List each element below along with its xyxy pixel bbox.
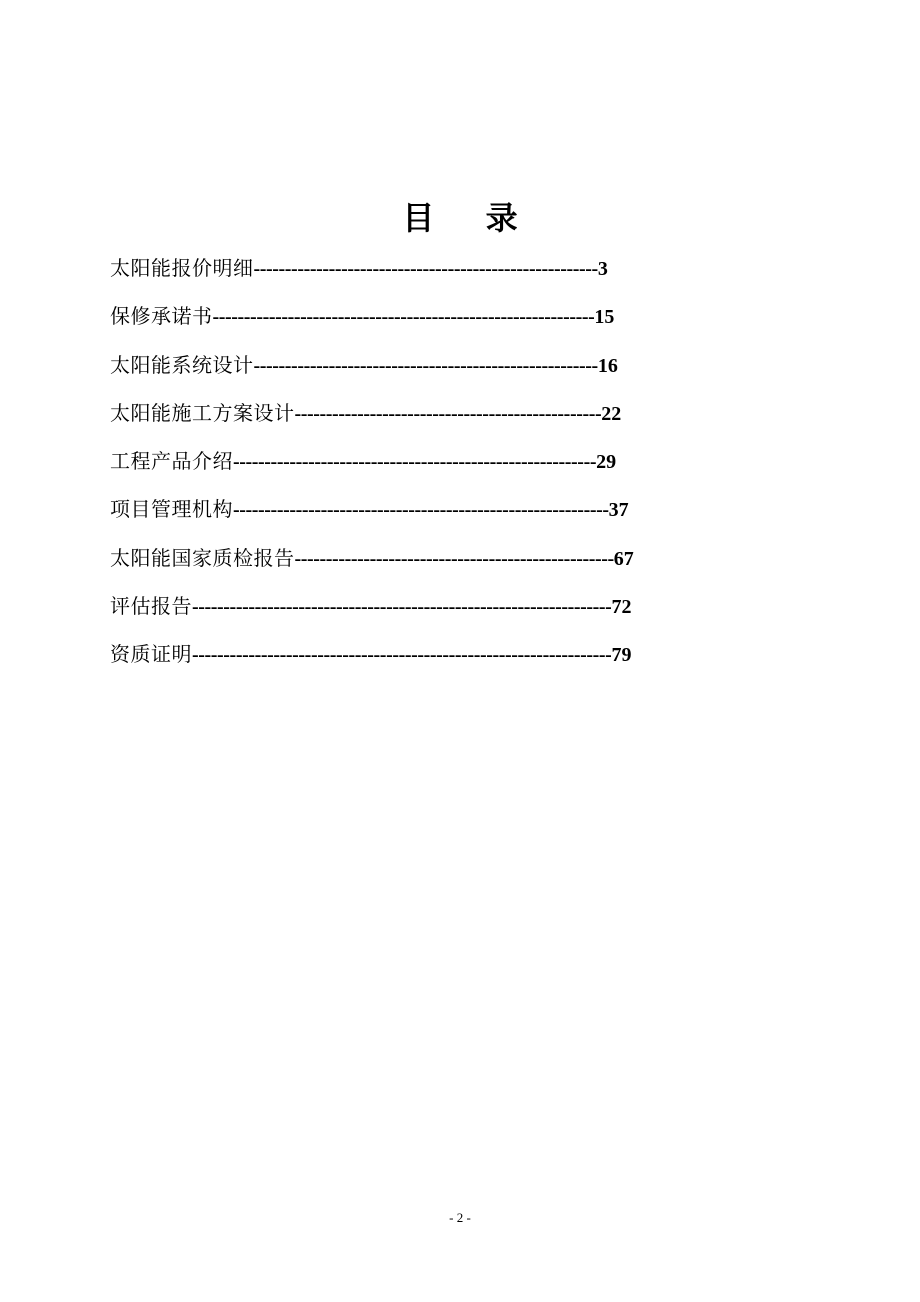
toc-entry[interactable]: [110, 588, 710, 636]
toc-entry-leader: ------------------------------------------------------------: [233, 499, 609, 522]
toc-entry-leader: -------------------------------------------------------: [253, 258, 598, 280]
toc-entry-label: 项目管理机构: [110, 497, 233, 522]
toc-entry-label: 资质证明: [110, 642, 192, 667]
toc-entry[interactable]: [110, 250, 710, 298]
toc-entry[interactable]: [110, 298, 710, 346]
toc-entry[interactable]: [110, 443, 710, 491]
toc-entry[interactable]: [110, 347, 710, 395]
toc-entry-leader: -------------------------------------------------------------------: [192, 644, 612, 667]
toc-entry-leader: -------------------------------------------------: [294, 402, 602, 425]
toc-entry-label: 保修承诺书: [110, 304, 213, 329]
toc-entry-label: 太阳能报价明细: [110, 256, 254, 280]
toc-entry-label: 工程产品介绍: [110, 449, 233, 474]
toc-entry[interactable]: [110, 491, 710, 539]
toc-entry-label: 太阳能国家质检报告: [110, 545, 295, 570]
toc-list: [110, 250, 710, 685]
toc-entry-leader: -------------------------------------------------------------: [212, 306, 595, 329]
toc-entry-page: 3: [597, 258, 608, 280]
toc-entry-page: 29: [596, 451, 617, 474]
toc-entry-leader: -------------------------------------------------------------------: [192, 596, 612, 619]
toc-entry-page: 79: [611, 644, 632, 667]
toc-entry[interactable]: [110, 540, 710, 588]
toc-entry[interactable]: [110, 636, 710, 684]
toc-entry-leader: -------------------------------------------------------: [253, 354, 598, 377]
toc-entry-page: 15: [594, 306, 615, 329]
toc-title: 目 录: [402, 199, 538, 237]
toc-entry-label: 评估报告: [110, 594, 192, 619]
toc-entry-page: 16: [597, 354, 618, 377]
toc-entry-label: 太阳能施工方案设计: [110, 400, 295, 425]
toc-entry-label: 太阳能系统设计: [110, 352, 254, 377]
toc-entry-page: 22: [601, 402, 622, 425]
toc-entry-page: 67: [613, 547, 634, 570]
toc-entry[interactable]: [110, 395, 710, 443]
toc-entry-page: 37: [608, 499, 629, 522]
toc-entry-page: 72: [611, 596, 632, 619]
toc-entry-leader: ---------------------------------------------------: [294, 547, 614, 570]
toc-entry-leader: ----------------------------------------------------------: [233, 451, 597, 474]
page-number-footer: - 2 -: [449, 1210, 471, 1225]
